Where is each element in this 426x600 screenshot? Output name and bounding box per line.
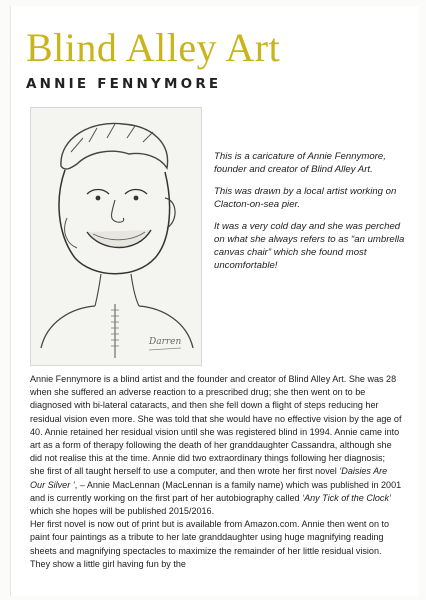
- page-title: Blind Alley Art: [26, 25, 281, 70]
- caricature-portrait: [30, 107, 202, 366]
- portrait-caption: [214, 150, 410, 281]
- novel-title: ‘Daisies Are Our Silver ’: [30, 466, 388, 490]
- author-name: ANNIE FENNYMORE: [26, 76, 222, 92]
- caption-line: This was drawn by a local artist working on Clacton-on-sea pier.: [214, 186, 397, 210]
- autobiography-title: ‘Any Tick of the Clock’: [302, 492, 391, 503]
- artist-signature: Darren: [149, 337, 182, 347]
- biography-text: [30, 373, 402, 571]
- caricature-drawing: [31, 108, 201, 365]
- body-text: , – Annie MacLennan (MacLennan is a family name) which was published in 2001 and is currently working on the first part of her autobiography called: [30, 479, 402, 503]
- biography-paragraph: Her first novel is now out of print but is available from Amazon.com. Annie then went on to paint four paintings as a tribute to her late granddaughter using huge magnifying reading sheets and magnifying spectacles to maximize the remainder of her little residual vision. They show a little girl having fun by the: [30, 519, 390, 569]
- biography-paragraph: [30, 373, 402, 518]
- caption-line: It was a very cold day and she was perched on what she always refers to as “an umbrella canvas chair” which she found most uncomfortable!: [214, 221, 405, 271]
- body-text: which she hopes will be published 2015/2016.: [30, 506, 215, 517]
- body-text: Annie Fennymore is a blind artist and the founder and creator of Blind Alley Art. She was 28 when she suffered an adverse reaction to a prescribed drug; she then went on to be diagnosed with bi-lateral cataracts, and then she fell down a flight of steps reducing her residual vision even more. She was told that she would have no effective vision by the age of 40. Annie retained her residual vision until she was registered blind in 1994. Annie came into art as a form of therapy following the death of her granddaughter Cassandra, although she did not realise this at the time. Annie did two extraordinary things following her diagnosis; she first of all taught herself to use a computer, and then wrote her first novel: [30, 374, 402, 477]
- caption-line: This is a caricature of Annie Fennymore, founder and creator of Blind Alley Art.: [214, 151, 386, 175]
